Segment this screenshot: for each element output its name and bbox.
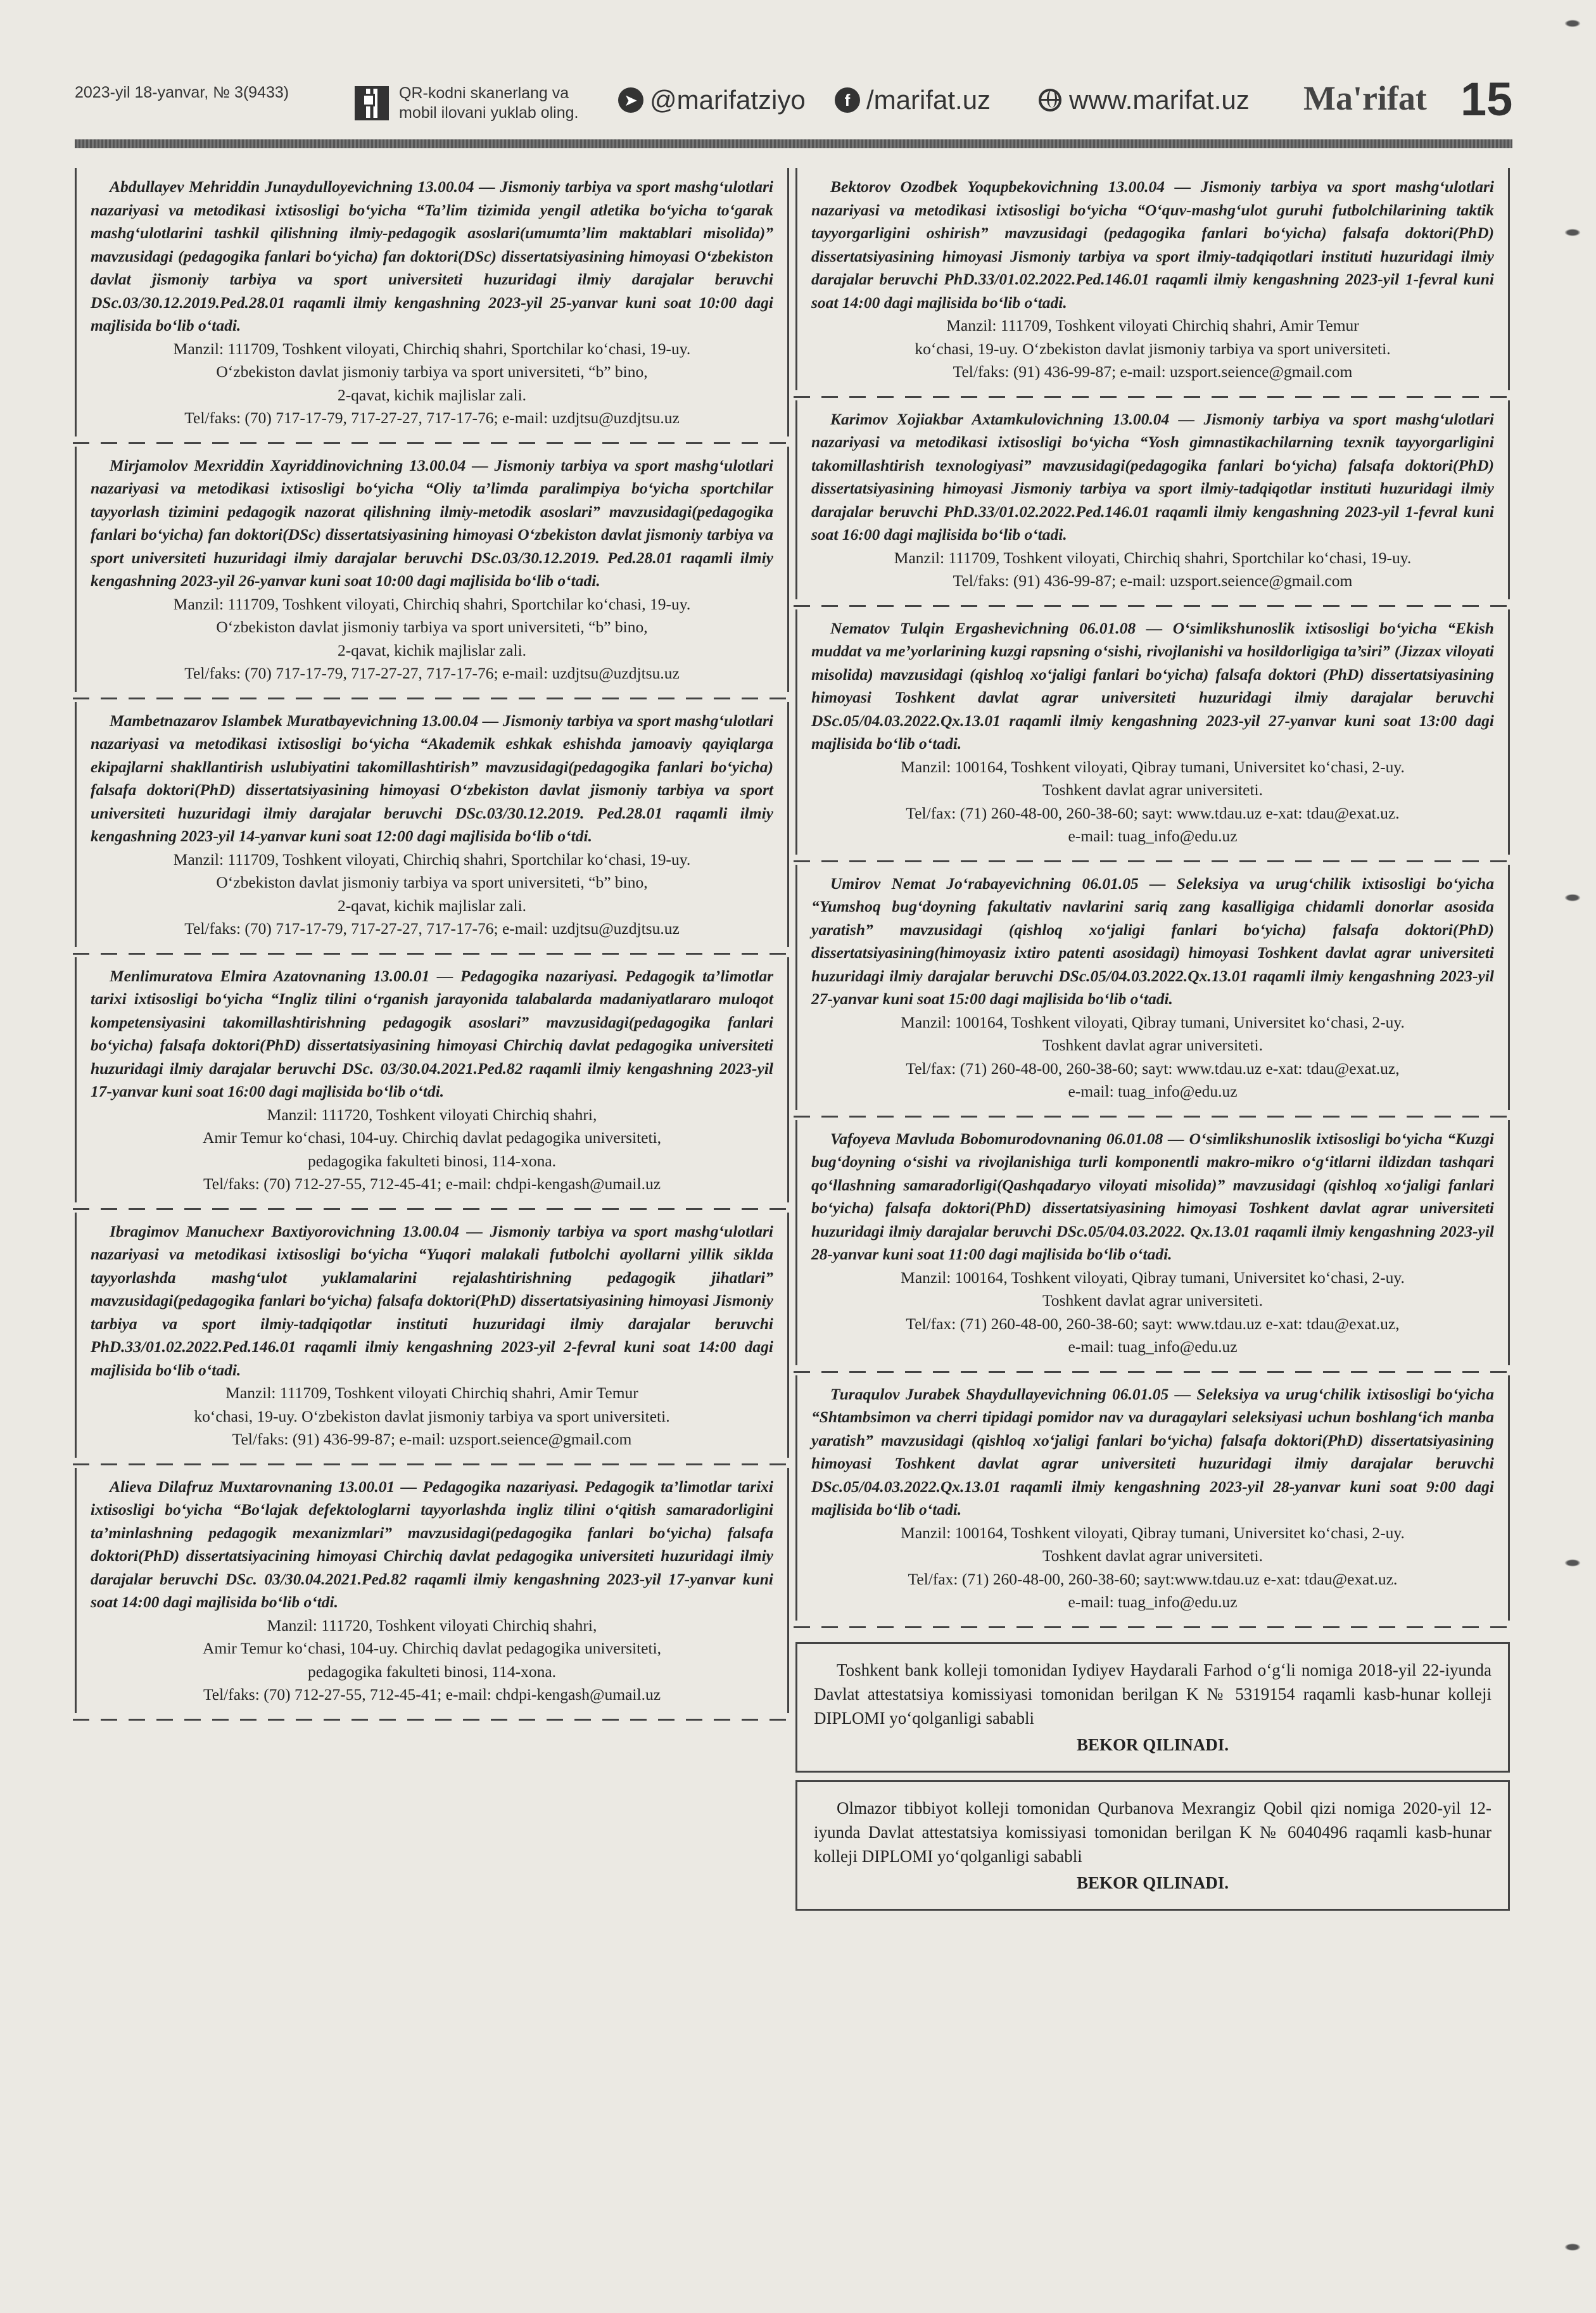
announcement-body: Alieva Dilafruz Muxtarovnaning 13.00.01 — Pedagogika nazariyasi. Pedagogik ta’limotlar tarixi ixtisosligi bo‘yicha “Bo‘lajak defektologlarni tayyorlashda ingliz tilini o‘qitish samaradorligini ta’minlashning pedagogik mexanizmlari” mavzusidagi(pedagogika fanlari bo‘yicha) falsafa doktori(PhD) dissertatsiyacining himoyasi Chirchiq davlat pedagogika universiteti huzuridagi ilmiy darajalar beruvchi DSc. 03/30.04.2021.Ped.82 raqamli ilmiy kengashning 2023-yil 17-yanvar kuni soat 14:00 dagi majlisida bo‘lib o‘tdi. bbox=[91, 1477, 773, 1611]
facebook-handle: /marifat.uz bbox=[866, 85, 991, 115]
staple-mark bbox=[1563, 893, 1582, 902]
telegram-icon: ➤ bbox=[618, 87, 643, 113]
address-line: Toshkent davlat agrar universiteti. bbox=[1042, 1291, 1264, 1309]
contact-line: Tel/faks: (70) 712-27-55, 712-45-41; e-mail: chdpi-kengash@umail.uz bbox=[203, 1685, 661, 1704]
announcement bbox=[795, 1120, 1510, 1365]
contact-line: Tel/fax: (71) 260-48-00, 260-38-60; sayt: www.tdau.uz e-xat: tdau@exat.uz, bbox=[906, 1314, 1400, 1333]
address-line: O‘zbekiston davlat jismoniy tarbiya va sport universiteti, “b” bino, bbox=[216, 618, 648, 636]
announcement bbox=[795, 865, 1510, 1110]
announcement-body: Abdullayev Mehriddin Junaydulloyevichning 13.00.04 — Jismoniy tarbiya va sport mashg‘ulotlari nazariyasi va metodikasi ixtisosligi bo‘yicha “Ta’lim tizimida yengil atletika bo‘yicha to‘garak mashg‘ulotlarini tashkil qilishning ilmiy-pedagogik asoslari(umumta’lim maktablari misolida)” mavzusidagi (pedagogika fanlari bo‘yicha) fan doktori(DSc) dissertatsiyasining himoyasi O‘zbekiston davlat jismoniy tarbiya va sport universiteti huzuridagi ilmiy darajalar beruvchi DSc.03/30.12.2019.Ped.28.01 raqamli ilmiy kengashning 2023-yil 25-yanvar kuni soat 10:00 dagi majlisida bo‘lib o‘tadi. bbox=[91, 177, 773, 335]
contact-line: Tel/faks: (91) 436-99-87; e-mail: uzsport.seience@gmail.com bbox=[232, 1430, 632, 1448]
contact-line: Tel/faks: (70) 717-17-79, 717-27-27, 717-17-76; e-mail: uzdjtsu@uzdjtsu.uz bbox=[184, 919, 680, 938]
address-line: Manzil: 100164, Toshkent viloyati, Qibray tumani, Universitet ko‘chasi, 2-uy. bbox=[901, 1523, 1405, 1542]
right-column bbox=[795, 168, 1510, 1918]
website-url: www.marifat.uz bbox=[1069, 85, 1250, 115]
notice-text: Olmazor tibbiyot kolleji tomonidan Qurbanova Mexrangiz Qobil qizi nomiga 2020-yil 12-iyunda Davlat attestatsiya komissiyasi tomonidan berilgan K № 6040496 raqamli kasb-hunar kolleji DIPLOMI yo‘qolganligi sababli bbox=[814, 1798, 1492, 1866]
address-line: Manzil: 111709, Toshkent viloyati, Chirchiq shahri, Sportchilar ko‘chasi, 19-uy. bbox=[173, 339, 691, 358]
announcement bbox=[795, 609, 1510, 855]
facebook-icon: f bbox=[835, 87, 860, 113]
address-line: O‘zbekiston davlat jismoniy tarbiya va sport universiteti, “b” bino, bbox=[216, 362, 648, 381]
address-line: Manzil: 111709, Toshkent viloyati Chirchiq shahri, Amir Temur bbox=[225, 1384, 638, 1402]
announcement bbox=[75, 168, 789, 436]
address-line: Manzil: 111720, Toshkent viloyati Chirchiq shahri, bbox=[267, 1105, 597, 1124]
announcement-body: Umirov Nemat Jo‘rabayevichning 06.01.05 — Seleksiya va urug‘chilik ixtisosligi bo‘yicha “Yumshoq bug‘doyning fakultativ navlarini sariq zang kasalligiga chidamli donorlar asosida yaratish” mavzusidagi (qishloq xo‘jaligi fanlari bo‘yicha) falsafa doktori(PhD) dissertatsiyasining(himoyasiz ixtiro patenti asosidagi) himoyasi Toshkent davlat agrar universiteti huzuridagi ilmiy darajalar beruvchi DSc.05/04.03.2022.Qx.13.01 raqamli ilmiy kengashning 2023-yil 27-yanvar kuni soat 15:00 dagi majlisida bo‘lib o‘tadi. bbox=[811, 874, 1494, 1008]
announcement bbox=[795, 1375, 1510, 1621]
announcement bbox=[75, 702, 789, 947]
announcement-body: Karimov Xojiakbar Axtamkulovichning 13.00.04 — Jismoniy tarbiya va sport mashg‘ulotlari nazariyasi va metodikasi ixtisosligi bo‘yicha “Yosh gimnastikachilarning texnik tayyorgarligini takomillashtirish texnologiyasi” mavzusidagi(pedagogika fanlari bo‘yicha) falsafa doktori(PhD) dissertatsiyasining himoyasi Jismoniy tarbiya va sport ilmiy-tadqiqotlar instituti huzuridagi ilmiy darajalar beruvchi PhD.33/01.02.2022.Ped.146.01 raqamli ilmiy kengashning 2023-yil 1-fevral kuni soat 16:00 dagi majlisida bo‘lib o‘tadi. bbox=[811, 409, 1494, 544]
address-line: pedagogika fakulteti binosi, 114-xona. bbox=[307, 1151, 557, 1170]
staple-mark bbox=[1563, 228, 1582, 237]
contact-line: Tel/fax: (71) 260-48-00, 260-38-60; sayt: www.tdau.uz e-xat: tdau@exat.uz, bbox=[906, 1059, 1400, 1078]
address-line: pedagogika fakulteti binosi, 114-xona. bbox=[307, 1662, 557, 1681]
announcement bbox=[75, 957, 789, 1202]
contact-line: e-mail: tuag_info@edu.uz bbox=[1068, 1593, 1238, 1611]
qr-caption-line1: QR-kodni skanerlang va bbox=[399, 84, 569, 102]
announcement-body: Bektorov Ozodbek Yoqupbekovichning 13.00.04 — Jismoniy tarbiya va sport mashg‘ulotlari nazariyasi va metodikasi ixtisosligi bo‘yicha “O‘quv-mashg‘ulot guruhi futbolchilarining taktik tayyorgarligini oshirish” mavzusidagi (pedagogika fanlari bo‘yicha) falsafa doktori(PhD) dissertatsiyasining himoyasi Jismoniy tarbiya va sport ilmiy-tadqiqotlari instituti huzuridagi ilmiy darajalar beruvchi PhD.33/01.02.2022.Ped.146.01 raqamli ilmiy kengashning 2023-yil 1-fevral kuni soat 14:00 dagi majlisida bo‘lib o‘tadi. bbox=[811, 177, 1494, 312]
address-line: Toshkent davlat agrar universiteti. bbox=[1042, 1546, 1264, 1565]
page-header bbox=[75, 75, 1512, 138]
telegram-link[interactable] bbox=[618, 85, 806, 115]
address-line: ko‘chasi, 19-uy. O‘zbekiston davlat jismoniy tarbiya va sport universiteti. bbox=[194, 1406, 670, 1425]
globe-icon bbox=[1039, 89, 1061, 112]
contact-line: Tel/fax: (71) 260-48-00, 260-38-60; sayt: www.tdau.uz e-xat: tdau@exat.uz. bbox=[906, 803, 1400, 822]
announcement bbox=[75, 447, 789, 692]
address-line: Manzil: 100164, Toshkent viloyati, Qibray tumani, Universitet ko‘chasi, 2-uy. bbox=[901, 1268, 1405, 1287]
announcement-body: Nematov Tulqin Ergashevichning 06.01.08 — O‘simlikshunoslik ixtisosligi bo‘yicha “Ekish muddat va me’yorlarining kuzgi rapsning o‘sishi, rivojlanishi va hosildorligiga ta’siri” (Jizzax viloyati misolida) mavzusidagi (qishloq xo‘jaligi fanlari bo‘yicha) falsafa doktori (PhD) dissertatsiyasining himoyasi Toshkent davlat agrar universiteti huzuridagi ilmiy darajalar beruvchi DSc.05/04.03.2022.Qx.13.01 raqamli ilmiy kengashning 2023-yil 27-yanvar kuni soat 13:00 dagi majlisida bo‘lib o‘tadi. bbox=[811, 618, 1494, 753]
page-number: 15 bbox=[1460, 73, 1513, 125]
left-column bbox=[75, 168, 789, 1723]
address-line: 2-qavat, kichik majlislar zali. bbox=[337, 385, 527, 404]
contact-line: e-mail: tuag_info@edu.uz bbox=[1068, 1337, 1238, 1356]
announcement bbox=[795, 400, 1510, 599]
announcement-body: Turaqulov Jurabek Shaydullayevichning 06.01.05 — Seleksiya va urug‘chilik ixtisosligi bo‘yicha “Shtambsimon va cherri tipidagi pomidor nav va duragaylari seleksiyasi uchun boshlang‘ich manba yaratish” mavzusidagi (qishloq xo‘jaligi fanlari bo‘yicha) falsafa doktori(PhD) dissertatsiyasining himoyasi Toshkent davlat agrar universiteti huzuridagi ilmiy darajalar beruvchi DSc.05/04.03.2022.Qx.13.01 raqamli ilmiy kengashning 2023-yil 28-yanvar kuni soat 9:00 dagi majlisida bo‘lib o‘tadi. bbox=[811, 1384, 1494, 1519]
contact-line: e-mail: tuag_info@edu.uz bbox=[1068, 827, 1238, 845]
address-line: Manzil: 111709, Toshkent viloyati Chirchiq shahri, Amir Temur bbox=[946, 316, 1359, 335]
announcement bbox=[75, 1213, 789, 1458]
diploma-notice bbox=[795, 1780, 1510, 1911]
address-line: Toshkent davlat agrar universiteti. bbox=[1042, 1036, 1264, 1054]
diploma-notice bbox=[795, 1642, 1510, 1773]
issue-date: 2023-yil 18-yanvar, № 3(9433) bbox=[75, 84, 289, 101]
telegram-handle: @marifatziyo bbox=[650, 85, 806, 115]
notice-text: Toshkent bank kolleji tomonidan Iydiyev Haydarali Farhod o‘g‘li nomiga 2018-yil 22-iyunda Davlat attestatsiya komissiyasi tomonidan berilgan K № 5319154 raqamli kasb-hunar kolleji DIPLOMI yo‘qolganligi sababli bbox=[814, 1660, 1492, 1728]
announcement bbox=[75, 1468, 789, 1713]
address-line: Amir Temur ko‘chasi, 104-uy. Chirchiq davlat pedagogika universiteti, bbox=[202, 1639, 662, 1657]
address-line: Manzil: 111720, Toshkent viloyati Chirchiq shahri, bbox=[267, 1615, 597, 1634]
address-line: 2-qavat, kichik majlislar zali. bbox=[337, 640, 527, 659]
contact-line: Tel/faks: (91) 436-99-87; e-mail: uzsport.seience@gmail.com bbox=[953, 571, 1353, 590]
website-link[interactable] bbox=[1039, 85, 1250, 115]
staple-mark bbox=[1563, 1558, 1582, 1567]
address-line: 2-qavat, kichik majlislar zali. bbox=[337, 896, 527, 915]
announcement-body: Menlimuratova Elmira Azatovnaning 13.00.01 — Pedagogika nazariyasi. Pedagogik ta’limotlar tarixi ixtisosligi bo‘yicha “Ingliz tilini o‘rganish jarayonida talabalarda madaniyatlararo muloqot kompetensiyasini takomillashtirishning pedagogik asoslari” mavzusidagi(pedagogika fanlari bo‘yicha) falsafa doktori(PhD) dissertatsiyasining himoyasi Chirchiq davlat pedagogika universiteti huzuridagi ilmiy darajalar beruvchi DSc. 03/30.04.2021.Ped.82 raqamli ilmiy kengashning 2023-yil 17-yanvar kuni soat 16:00 dagi majlisida bo‘lib o‘tdi. bbox=[91, 966, 773, 1100]
address-line: Manzil: 111709, Toshkent viloyati, Chirchiq shahri, Sportchilar ko‘chasi, 19-uy. bbox=[173, 850, 691, 869]
contact-line: Tel/fax: (71) 260-48-00, 260-38-60; sayt:www.tdau.uz e-xat: tdau@exat.uz. bbox=[908, 1569, 1398, 1588]
announcement-body: Mambetnazarov Islambek Muratbayevichning 13.00.04 — Jismoniy tarbiya va sport mashg‘ulotlari nazariyasi va metodikasi ixtisosligi bo‘yicha “Akademik eshkak eshishda jamoaviy qayiqlarga ekipajlarni shakllantirish uslubiyatini takomillashtirish” mavzusidagi(pedagogika fanlari bo‘yicha) falsafa doktori(PhD) dissertatsiyasining himoyasi O‘zbekiston davlat jismoniy tarbiya va sport universiteti huzuridagi ilmiy darajalar beruvchi DSc.03/30.12.2019. Ped.28.01 raqamli ilmiy kengashning 2023-yil 14-yanvar kuni soat 12:00 dagi majlisida bo‘lib o‘tdi. bbox=[91, 711, 773, 845]
address-line: ko‘chasi, 19-uy. O‘zbekiston davlat jismoniy tarbiya va sport universiteti. bbox=[915, 339, 1391, 358]
staple-mark bbox=[1563, 19, 1582, 28]
address-line: Manzil: 100164, Toshkent viloyati, Qibray tumani, Universitet ko‘chasi, 2-uy. bbox=[901, 757, 1405, 776]
notice-status: BEKOR QILINADI. bbox=[1076, 1735, 1229, 1754]
announcement-body: Mirjamolov Mexriddin Xayriddinovichning 13.00.04 — Jismoniy tarbiya va sport mashg‘ulotlari nazariyasi va metodikasi ixtisosligi bo‘yicha “Oliy ta’limda paralimpiya bo‘yicha sportchilar tayyorlash tizimini pedagogik nazorat qilishning ilmiy-metodik asoslari” mavzusidagi(pedagogika fanlari bo‘yicha) fan doktori(DSc) dissertatsiyasining himoyasi O‘zbekiston davlat jismoniy tarbiya va sport universiteti huzuridagi ilmiy darajalar beruvchi DSc.03/30.12.2019. Ped.28.01 raqamli ilmiy kengashning 2023-yil 26-yanvar kuni soat 10:00 dagi majlisida bo‘lib o‘tadi. bbox=[91, 456, 773, 590]
announcement-body: Vafoyeva Mavluda Bobomurodovnaning 06.01.08 — O‘simlikshunoslik ixtisosligi bo‘yicha “Kuzgi bug‘doyning o‘sishi va rivojlanishiga turli komponentli makro-mikro o‘g‘itlarni ildizdan tashqari qo‘llashning samaradorligi(Qashqadaryo viloyati misolida)” mavzusidagi (qishloq xo‘jaligi fanlari bo‘yicha) falsafa doktori(PhD) dissertatsiyasining himoyasi Toshkent davlat agrar universiteti huzuridagi ilmiy darajalar beruvchi DSc.05/04.03.2022. Qx.13.01 raqamli ilmiy kengashning 2023-yil 28-yanvar kuni soat 11:00 dagi majlisida bo‘lib o‘tadi. bbox=[811, 1129, 1494, 1263]
contact-line: Tel/faks: (70) 712-27-55, 712-45-41; e-mail: chdpi-kengash@umail.uz bbox=[203, 1175, 661, 1193]
address-line: Manzil: 100164, Toshkent viloyati, Qibray tumani, Universitet ko‘chasi, 2-uy. bbox=[901, 1012, 1405, 1031]
qr-caption bbox=[399, 84, 608, 123]
address-line: Manzil: 111709, Toshkent viloyati, Chirchiq shahri, Sportchilar ko‘chasi, 19-uy. bbox=[894, 548, 1412, 567]
contact-line: e-mail: tuag_info@edu.uz bbox=[1068, 1082, 1238, 1100]
newspaper-logo: Ma'rifat bbox=[1303, 79, 1427, 117]
contact-line: Tel/faks: (70) 717-17-79, 717-27-27, 717-17-76; e-mail: uzdjtsu@uzdjtsu.uz bbox=[184, 409, 680, 427]
address-line: Amir Temur ko‘chasi, 104-uy. Chirchiq davlat pedagogika universiteti, bbox=[202, 1128, 662, 1147]
header-rule bbox=[75, 139, 1512, 148]
announcement bbox=[795, 168, 1510, 390]
facebook-link[interactable] bbox=[835, 85, 991, 115]
lost-diploma-notices bbox=[795, 1642, 1510, 1911]
address-line: Toshkent davlat agrar universiteti. bbox=[1042, 781, 1264, 799]
qr-code-icon[interactable] bbox=[355, 86, 389, 120]
announcement-body: Ibragimov Manuchexr Baxtiyorovichning 13.00.04 — Jismoniy tarbiya va sport mashg‘ulotlari nazariyasi va metodikasi ixtisosligi bo‘yicha “Yuqori malakali futbolchi ayollarni yillik siklda tayyorlashda mashg‘ulot yuklamalarini rejalashtirishning pedagogik jihatlari” mavzusidagi(pedagogika fanlari bo‘yicha) falsafa doktori(PhD) dissertatsiyasining himoyasi Jismoniy tarbiya va sport ilmiy-tadqiqotlar instituti huzuridagi ilmiy darajalar beruvchi PhD.33/01.02.2022.Ped.146.01 raqamli ilmiy kengashning 2023-yil 2-fevral kuni soat 14:00 dagi majlisida bo‘lib o‘tadi. bbox=[91, 1221, 773, 1379]
notice-status: BEKOR QILINADI. bbox=[1076, 1873, 1229, 1892]
staple-mark bbox=[1563, 2243, 1582, 2252]
contact-line: Tel/faks: (91) 436-99-87; e-mail: uzsport.seience@gmail.com bbox=[953, 362, 1353, 381]
address-line: Manzil: 111709, Toshkent viloyati, Chirchiq shahri, Sportchilar ko‘chasi, 19-uy. bbox=[173, 594, 691, 613]
qr-caption-line2: mobil ilovani yuklab oling. bbox=[399, 104, 579, 122]
address-line: O‘zbekiston davlat jismoniy tarbiya va sport universiteti, “b” bino, bbox=[216, 873, 648, 891]
contact-line: Tel/faks: (70) 717-17-79, 717-27-27, 717-17-76; e-mail: uzdjtsu@uzdjtsu.uz bbox=[184, 664, 680, 682]
